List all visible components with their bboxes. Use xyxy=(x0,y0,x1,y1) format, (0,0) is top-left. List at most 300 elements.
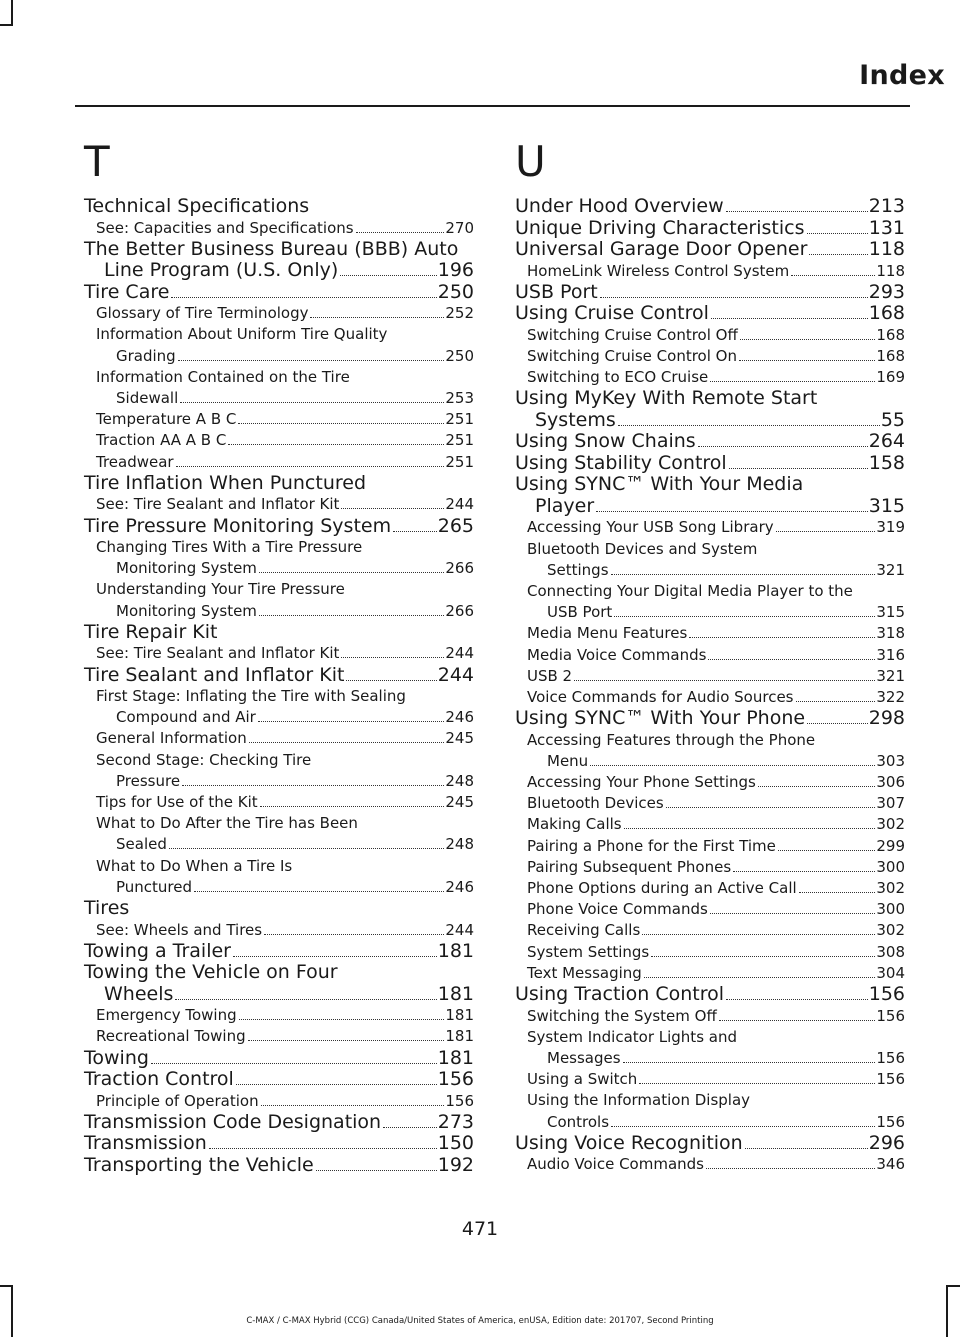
index-page-number[interactable]: 244 xyxy=(445,920,474,939)
index-page-number[interactable]: 304 xyxy=(876,963,905,982)
index-page-number[interactable]: 315 xyxy=(876,603,905,622)
index-page-number[interactable]: 131 xyxy=(868,216,905,239)
index-page-number[interactable]: 118 xyxy=(876,261,905,280)
index-entry-heading xyxy=(84,537,474,558)
dot-leader xyxy=(176,466,445,467)
dot-leader xyxy=(180,402,444,403)
index-entry-text: What to Do After the Tire has Been xyxy=(96,814,358,833)
index-entry-text: See: Tire Sealant and Inflator Kit xyxy=(96,644,340,663)
index-entry-text: Recreational Towing xyxy=(96,1027,246,1046)
index-entry-text: Receiving Calls xyxy=(527,921,641,940)
dot-leader xyxy=(356,232,445,233)
index-entry xyxy=(84,1091,474,1112)
index-entry-text: Controls xyxy=(547,1112,610,1131)
index-entry xyxy=(84,303,474,324)
index-entry xyxy=(84,728,474,749)
dot-leader xyxy=(393,531,437,532)
crop-mark-top-left-horizontal xyxy=(0,24,13,26)
dot-leader xyxy=(796,701,876,702)
index-entry xyxy=(84,665,474,687)
index-entry-text: Traction AA A B C xyxy=(96,431,227,450)
dot-leader xyxy=(178,360,445,361)
dot-leader xyxy=(708,659,875,660)
index-page-number[interactable]: 252 xyxy=(445,304,474,323)
dot-leader xyxy=(596,511,868,512)
index-page-number[interactable]: 181 xyxy=(437,1046,474,1069)
index-page-number[interactable]: 244 xyxy=(445,644,474,663)
index-entry-text: Switching Cruise Control On xyxy=(527,346,737,365)
index-entry xyxy=(84,1069,474,1091)
index-entry xyxy=(515,984,905,1006)
dot-leader xyxy=(259,615,444,616)
index-entry xyxy=(84,218,474,239)
index-entry-text: Audio Voice Commands xyxy=(527,1155,704,1174)
index-entry xyxy=(515,1069,905,1090)
index-page-number[interactable]: 299 xyxy=(876,836,905,855)
dot-leader xyxy=(807,723,868,724)
index-page-number[interactable]: 156 xyxy=(876,1006,905,1025)
index-entry-text: Using MyKey With Remote Start xyxy=(515,387,818,410)
index-page-number[interactable]: 302 xyxy=(876,921,905,940)
dot-leader xyxy=(248,1040,445,1041)
dot-leader xyxy=(719,1020,876,1021)
index-entry xyxy=(84,601,474,622)
dot-leader xyxy=(228,444,444,445)
dot-leader xyxy=(778,850,875,851)
index-entry xyxy=(84,494,474,515)
index-page-number[interactable]: 322 xyxy=(876,687,905,706)
index-page-number[interactable]: 321 xyxy=(876,560,905,579)
index-entry-text: USB Port xyxy=(547,603,613,622)
index-entry xyxy=(84,282,474,304)
index-page-number[interactable]: 265 xyxy=(437,514,474,537)
index-entry-text: Under Hood Overview xyxy=(515,195,724,217)
index-page-number[interactable]: 266 xyxy=(445,601,474,620)
crop-mark-top-left-vertical xyxy=(11,0,13,26)
index-page-number[interactable]: 250 xyxy=(445,346,474,365)
index-entry xyxy=(84,516,474,538)
index-entry-heading xyxy=(84,579,474,600)
index-entry-text: Changing Tires With a Tire Pressure xyxy=(96,538,363,557)
section-letter: U xyxy=(515,137,546,186)
index-entry xyxy=(515,346,905,367)
index-entry xyxy=(515,920,905,941)
index-entry xyxy=(84,409,474,430)
index-entry xyxy=(515,1048,905,1069)
index-entry xyxy=(515,963,905,984)
index-entry-text: Information About Uniform Tire Quality xyxy=(96,325,388,344)
index-entry-text: Media Voice Commands xyxy=(527,645,707,664)
index-entry xyxy=(515,687,905,708)
index-entry-text: System Indicator Lights and xyxy=(527,1027,737,1046)
index-page-number[interactable]: 300 xyxy=(876,857,905,876)
index-entry-text: Switching Cruise Control Off xyxy=(527,325,738,344)
index-entry-heading xyxy=(84,686,474,707)
index-entries xyxy=(515,196,905,1176)
index-page-number[interactable]: 307 xyxy=(876,794,905,813)
index-entry-text: Using SYNC™ With Your Phone xyxy=(515,707,806,730)
index-entry-text: Bluetooth Devices and System xyxy=(527,539,758,558)
dot-leader xyxy=(259,572,444,573)
dot-leader xyxy=(698,446,868,447)
index-entry-text: Second Stage: Checking Tire xyxy=(96,750,312,769)
index-page-number[interactable]: 316 xyxy=(876,645,905,664)
index-entry-heading xyxy=(515,388,905,410)
index-entry-heading xyxy=(84,856,474,877)
index-entry xyxy=(515,772,905,793)
index-entry-heading xyxy=(84,473,474,495)
page-number: 471 xyxy=(461,1218,499,1240)
index-entry-text: See: Tire Sealant and Inflator Kit xyxy=(96,495,340,514)
index-entry xyxy=(515,560,905,581)
index-entry-text: Using the Information Display xyxy=(527,1091,751,1110)
index-entry-text: Glossary of Tire Terminology xyxy=(96,304,309,323)
index-entry-text: Transmission xyxy=(84,1132,207,1155)
index-page-number[interactable]: 169 xyxy=(876,368,905,387)
index-page-number[interactable]: 302 xyxy=(876,815,905,834)
index-page-number[interactable]: 150 xyxy=(437,1132,474,1155)
index-entries xyxy=(84,196,474,1176)
index-entry-text: Using SYNC™ With Your Media xyxy=(515,473,804,496)
crop-mark-bottom-left-horizontal xyxy=(0,1285,13,1287)
index-page-number[interactable]: 246 xyxy=(445,877,474,896)
index-page-number[interactable]: 168 xyxy=(868,302,905,325)
index-entry-text: Technical Specifications xyxy=(84,195,310,217)
index-entry-heading xyxy=(515,581,905,602)
index-page-number[interactable]: 245 xyxy=(445,793,474,812)
dot-leader xyxy=(182,785,444,786)
index-entry-text: What to Do When a Tire Is xyxy=(96,856,293,875)
index-entry xyxy=(515,303,905,325)
index-entry xyxy=(84,260,474,282)
dot-leader xyxy=(310,317,444,318)
index-entry-text: Wheels xyxy=(104,982,174,1005)
index-entry-heading xyxy=(84,898,474,920)
index-entry-text: Understanding Your Tire Pressure xyxy=(96,580,345,599)
index-entry-text: Tire Care xyxy=(84,280,170,303)
index-entry xyxy=(84,388,474,409)
index-page-number[interactable]: 245 xyxy=(445,729,474,748)
index-entry-text: Sealed xyxy=(116,835,167,854)
index-page-number[interactable]: 308 xyxy=(876,942,905,961)
index-page-number[interactable]: 55 xyxy=(880,408,905,431)
dot-leader xyxy=(745,1148,868,1149)
dot-leader xyxy=(340,275,436,276)
index-page-number[interactable]: 302 xyxy=(876,879,905,898)
index-page-number[interactable]: 192 xyxy=(437,1153,474,1176)
dot-leader xyxy=(666,807,876,808)
dot-leader xyxy=(807,233,868,234)
index-entry-text: Phone Options during an Active Call xyxy=(527,879,797,898)
index-entry-text: Systems xyxy=(535,408,616,431)
index-page-number[interactable]: 253 xyxy=(445,389,474,408)
index-entry-heading xyxy=(515,1027,905,1048)
dot-leader xyxy=(739,360,875,361)
dot-leader xyxy=(264,934,444,935)
index-entry xyxy=(515,645,905,666)
index-entry xyxy=(515,261,905,282)
index-page-number[interactable]: 156 xyxy=(876,1048,905,1067)
dot-leader xyxy=(758,786,875,787)
index-entry-heading xyxy=(515,730,905,751)
dot-leader xyxy=(590,765,875,766)
dot-leader xyxy=(261,1105,445,1106)
index-entry-text: Principle of Operation xyxy=(96,1091,259,1110)
index-entry-text: USB 2 xyxy=(527,666,573,685)
dot-leader xyxy=(642,934,875,935)
index-page-number[interactable]: 156 xyxy=(868,983,905,1006)
index-entry-heading xyxy=(84,196,474,218)
index-entry-heading xyxy=(84,750,474,771)
index-entry xyxy=(84,430,474,451)
index-entry xyxy=(515,496,905,518)
index-entry-text: Emergency Towing xyxy=(96,1006,237,1025)
index-entry xyxy=(84,558,474,579)
index-entry xyxy=(515,517,905,538)
index-page-number[interactable]: 296 xyxy=(868,1131,905,1154)
index-entry-heading xyxy=(515,1090,905,1111)
index-entry xyxy=(84,1133,474,1155)
index-entry-text: Accessing Features through the Phone xyxy=(527,730,816,749)
dot-leader xyxy=(258,721,445,722)
index-page-number[interactable]: 300 xyxy=(876,900,905,919)
index-entry xyxy=(84,643,474,664)
index-page-number[interactable]: 321 xyxy=(876,666,905,685)
dot-leader xyxy=(726,211,868,212)
index-page-number[interactable]: 266 xyxy=(445,559,474,578)
index-column-u xyxy=(515,130,905,1176)
index-entry-text: Transmission Code Designation xyxy=(84,1110,382,1133)
dot-leader xyxy=(233,956,437,957)
index-entry xyxy=(515,1112,905,1133)
dot-leader xyxy=(341,657,444,658)
crop-mark-bottom-right-horizontal xyxy=(946,1285,960,1287)
index-page-number[interactable]: 244 xyxy=(445,495,474,514)
index-entry xyxy=(84,877,474,898)
dot-leader xyxy=(260,806,445,807)
dot-leader xyxy=(341,508,444,509)
index-page-number[interactable]: 156 xyxy=(876,1070,905,1089)
index-page-number[interactable]: 181 xyxy=(437,939,474,962)
index-entry xyxy=(515,1154,905,1175)
index-entry-text: Towing the Vehicle on Four xyxy=(84,961,338,984)
index-page-number[interactable]: 319 xyxy=(876,518,905,537)
index-page-number[interactable]: 251 xyxy=(445,452,474,471)
index-page-number[interactable]: 156 xyxy=(437,1068,474,1091)
index-entry-text: Towing xyxy=(84,1046,149,1069)
index-page-number[interactable]: 250 xyxy=(437,280,474,303)
index-page-number[interactable]: 168 xyxy=(876,346,905,365)
dot-leader xyxy=(236,1084,437,1085)
index-entry-text: Line Program (U.S. Only) xyxy=(104,259,339,282)
index-entry-heading xyxy=(515,539,905,560)
dot-leader xyxy=(239,1019,445,1020)
index-entry-text: HomeLink Wireless Control System xyxy=(527,261,790,280)
index-page-number[interactable]: 244 xyxy=(437,663,474,686)
index-page-number[interactable]: 248 xyxy=(445,771,474,790)
index-page-number[interactable]: 156 xyxy=(445,1091,474,1110)
index-entry xyxy=(515,410,905,432)
index-entry-text: Text Messaging xyxy=(527,963,642,982)
index-entry-text: Towing a Trailer xyxy=(84,939,231,962)
index-entry-text: Treadwear xyxy=(96,452,174,471)
index-entry-text: See: Capacities and Specifications xyxy=(96,218,354,237)
index-page-number[interactable]: 158 xyxy=(868,451,905,474)
index-entry-text: Monitoring System xyxy=(116,559,257,578)
index-entry-text: Monitoring System xyxy=(116,601,257,620)
index-entry xyxy=(84,792,474,813)
index-entry xyxy=(515,814,905,835)
index-entry-text: Switching to ECO Cruise xyxy=(527,368,709,387)
header-rule xyxy=(75,105,910,107)
index-page-number[interactable]: 273 xyxy=(437,1110,474,1133)
dot-leader xyxy=(726,999,868,1000)
index-entry xyxy=(515,218,905,240)
index-entry-text: Settings xyxy=(547,560,609,579)
dot-leader xyxy=(175,999,436,1000)
index-entry-text: Grading xyxy=(116,346,176,365)
index-entry xyxy=(515,1133,905,1155)
index-entry-heading xyxy=(84,622,474,644)
index-entry-text: USB Port xyxy=(515,280,598,303)
dot-leader xyxy=(639,1083,875,1084)
index-entry xyxy=(515,942,905,963)
dot-leader xyxy=(651,956,875,957)
index-entry xyxy=(84,1048,474,1070)
index-page-number[interactable]: 270 xyxy=(445,218,474,237)
index-entry xyxy=(515,602,905,623)
index-entry-text: Phone Voice Commands xyxy=(527,900,708,919)
index-entry xyxy=(515,239,905,261)
dot-leader xyxy=(611,574,876,575)
dot-leader xyxy=(711,318,868,319)
index-page-number[interactable]: 293 xyxy=(868,280,905,303)
index-entry-text: First Stage: Inflating the Tire with Sealing xyxy=(96,687,406,706)
index-entry-text: Menu xyxy=(547,751,589,770)
dot-leader xyxy=(316,1170,437,1171)
index-entry-text: Sidewall xyxy=(116,389,179,408)
index-entry-heading xyxy=(84,239,474,261)
index-page-number[interactable]: 264 xyxy=(868,430,905,453)
section-letter: T xyxy=(84,137,110,186)
index-entry xyxy=(84,452,474,473)
index-page-number[interactable]: 181 xyxy=(437,982,474,1005)
dot-leader xyxy=(776,531,876,532)
index-entry-text: Traction Control xyxy=(84,1068,234,1091)
index-entry-text: Making Calls xyxy=(527,815,622,834)
index-entry-text: Punctured xyxy=(116,877,193,896)
index-entry-text: Player xyxy=(535,494,595,517)
index-entry-text: General Information xyxy=(96,729,247,748)
index-page-number[interactable]: 196 xyxy=(437,259,474,282)
footer-edition-info: C-MAX / C-MAX Hybrid (CCG) Canada/United States of America, enUSA, Edition date: 201707, Second Printing xyxy=(246,1316,714,1326)
index-entry xyxy=(515,857,905,878)
index-page-number[interactable]: 168 xyxy=(876,325,905,344)
index-entry-heading xyxy=(84,813,474,834)
index-entry-text: Transporting the Vehicle xyxy=(84,1153,314,1176)
index-entry-text: Tire Pressure Monitoring System xyxy=(84,514,392,537)
index-page-number[interactable]: 213 xyxy=(868,195,905,217)
dot-leader xyxy=(600,297,868,298)
index-entry xyxy=(84,834,474,855)
index-page-number[interactable]: 251 xyxy=(445,410,474,429)
index-entry xyxy=(84,1005,474,1026)
dot-leader xyxy=(346,680,436,681)
index-entry-text: Tips for Use of the Kit xyxy=(96,793,258,812)
index-page-number[interactable]: 346 xyxy=(876,1155,905,1174)
index-entry-text: Using Traction Control xyxy=(515,983,725,1006)
dot-leader xyxy=(151,1063,437,1064)
dot-leader xyxy=(710,381,875,382)
index-entry xyxy=(515,325,905,346)
index-entry-text: Pairing Subsequent Phones xyxy=(527,857,732,876)
dot-leader xyxy=(624,828,876,829)
index-entry-text: Media Menu Features xyxy=(527,624,688,643)
index-entry-text: Voice Commands for Audio Sources xyxy=(527,687,794,706)
index-entry-text: Connecting Your Digital Media Player to the xyxy=(527,581,853,600)
dot-leader xyxy=(706,1168,875,1169)
index-page-number[interactable]: 318 xyxy=(876,624,905,643)
index-entry xyxy=(84,984,474,1006)
index-page-number[interactable]: 306 xyxy=(876,773,905,792)
index-page-number[interactable]: 181 xyxy=(445,1027,474,1046)
index-entry xyxy=(515,623,905,644)
index-entry xyxy=(515,708,905,730)
dot-leader xyxy=(740,339,876,340)
index-page-number[interactable]: 156 xyxy=(876,1112,905,1131)
index-entry xyxy=(515,1006,905,1027)
dot-leader xyxy=(238,423,444,424)
index-entry-text: Switching the System Off xyxy=(527,1006,717,1025)
dot-leader xyxy=(249,742,445,743)
index-entry-text: Using a Switch xyxy=(527,1070,638,1089)
dot-leader xyxy=(383,1127,437,1128)
index-entry xyxy=(84,771,474,792)
crop-mark-bottom-left-vertical xyxy=(11,1285,13,1337)
index-entry xyxy=(515,899,905,920)
index-page-number[interactable]: 118 xyxy=(868,238,905,260)
index-entry-heading xyxy=(84,962,474,984)
index-entry-text: Accessing Your Phone Settings xyxy=(527,773,756,792)
dot-leader xyxy=(809,254,867,255)
index-page-number[interactable]: 303 xyxy=(876,751,905,770)
index-page-number[interactable]: 246 xyxy=(445,708,474,727)
index-page-number[interactable]: 315 xyxy=(868,494,905,517)
index-entry-text: Using Stability Control xyxy=(515,451,727,474)
index-entry xyxy=(515,196,905,218)
index-entry-text: Using Voice Recognition xyxy=(515,1131,743,1154)
dot-leader xyxy=(171,297,436,298)
index-page-number[interactable]: 248 xyxy=(445,835,474,854)
index-page-number[interactable]: 298 xyxy=(868,707,905,730)
index-entry-heading xyxy=(84,367,474,388)
index-entry xyxy=(515,836,905,857)
dot-leader xyxy=(791,275,875,276)
index-entry xyxy=(515,793,905,814)
index-entry-text: Tire Inflation When Punctured xyxy=(84,471,367,494)
index-page-number[interactable]: 181 xyxy=(445,1006,474,1025)
index-entry xyxy=(515,751,905,772)
index-entry-text: System Settings xyxy=(527,942,650,961)
dot-leader xyxy=(733,871,875,872)
dot-leader xyxy=(729,468,868,469)
index-entry-text: Information Contained on the Tire xyxy=(96,367,350,386)
index-entry xyxy=(515,878,905,899)
index-column-t xyxy=(84,130,474,1176)
index-page-number[interactable]: 251 xyxy=(445,431,474,450)
index-entry-text: Pairing a Phone for the First Time xyxy=(527,836,776,855)
index-entry xyxy=(515,367,905,388)
